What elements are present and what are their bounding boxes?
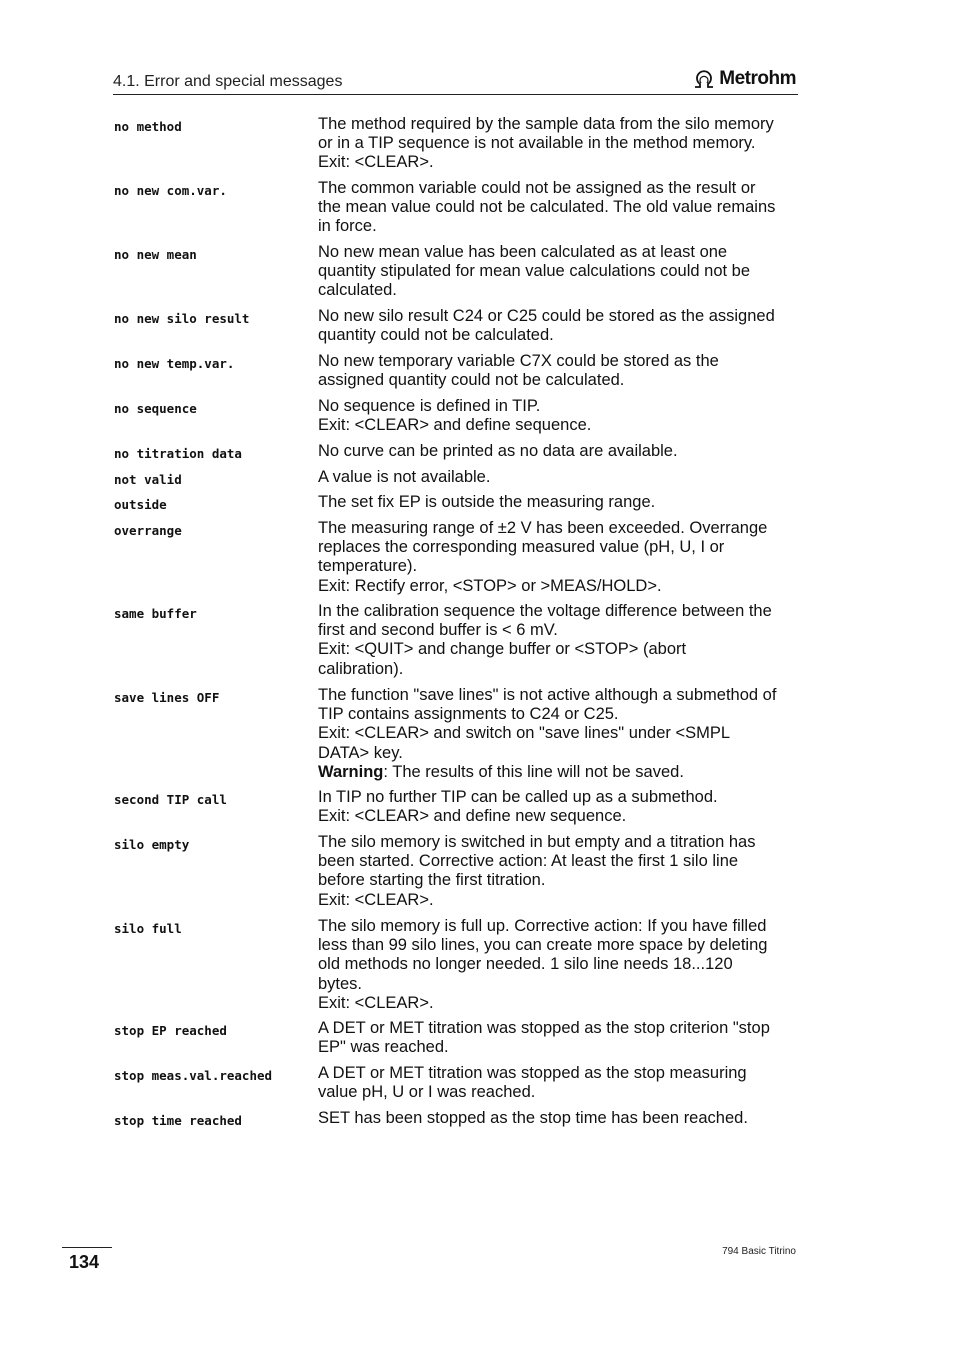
- description-line: calibration).: [318, 659, 404, 678]
- message-term: no titration data: [114, 446, 242, 461]
- section-title: 4.1. Error and special messages: [113, 73, 343, 90]
- description-line: In the calibration sequence the voltage difference between the: [318, 602, 772, 620]
- description-line: The set fix EP is outside the measuring range.: [318, 493, 656, 511]
- message-term: silo full: [114, 921, 182, 936]
- description-line: quantity stipulated for mean value calculations could not be: [318, 262, 751, 281]
- message-term: overrange: [114, 523, 182, 538]
- description-line: Exit: Rectify error, <STOP> or >MEAS/HOLD>.: [318, 576, 662, 595]
- message-term: same buffer: [114, 606, 197, 621]
- description-line: or in a TIP sequence is not available in the method memory.: [318, 134, 756, 153]
- message-list: [113, 0, 798, 1200]
- message-term: stop meas.val.reached: [114, 1068, 273, 1083]
- description-line: No new mean value has been calculated as at least one: [318, 243, 728, 261]
- description-line: The silo memory is switched in but empty and a titration has: [318, 833, 756, 851]
- message-description: [318, 519, 798, 596]
- message-description: [318, 307, 798, 345]
- description-line: Exit: <CLEAR>.: [318, 890, 434, 909]
- description-line: the mean value could not be calculated. The old value remains: [318, 198, 776, 217]
- message-term: no new temp.var.: [114, 356, 235, 371]
- description-line: Exit: <CLEAR>.: [318, 153, 434, 172]
- description-line: The common variable could not be assigned as the result or: [318, 179, 756, 197]
- footer-product: 794 Basic Titrino: [722, 1246, 796, 1257]
- message-description: [318, 442, 798, 461]
- description-line: A DET or MET titration was stopped as the stop criterion "stop: [318, 1019, 770, 1037]
- footer-rule: [62, 1247, 112, 1248]
- description-line: quantity could not be calculated.: [318, 326, 554, 345]
- description-line: DATA> key.: [318, 743, 403, 762]
- description-line: Exit: <CLEAR> and switch on "save lines" under <SMPL: [318, 724, 731, 743]
- message-description: [318, 833, 798, 910]
- brand-name: Metrohm: [719, 68, 796, 89]
- description-line: In TIP no further TIP can be called up as a submethod.: [318, 788, 718, 806]
- page-number: 134: [69, 1252, 100, 1272]
- description-line: calculated.: [318, 281, 397, 300]
- message-term: no method: [114, 119, 182, 134]
- message-description: [318, 686, 798, 782]
- description-line: bytes.: [318, 974, 363, 993]
- warning-text: : The results of this line will not be saved.: [383, 762, 684, 781]
- warning-label: Warning: [318, 762, 384, 781]
- description-line: in force.: [318, 217, 377, 236]
- description-line: No curve can be printed as no data are available.: [318, 442, 678, 460]
- message-term: stop time reached: [114, 1113, 242, 1128]
- message-description: [318, 115, 798, 173]
- description-line: The silo memory is full up. Corrective action: If you have filled: [318, 917, 767, 935]
- description-line: No new silo result C24 or C25 could be stored as the assigned: [318, 307, 775, 325]
- message-description: [318, 602, 798, 679]
- message-term: second TIP call: [114, 792, 227, 807]
- message-term: no new silo result: [114, 311, 250, 326]
- description-line: The measuring range of ±2 V has been exceeded. Overrange: [318, 519, 768, 537]
- description-line: less than 99 silo lines, you can create more space by deleting: [318, 936, 768, 955]
- warning-line: [318, 763, 798, 782]
- message-term: outside: [114, 497, 167, 512]
- description-line: A DET or MET titration was stopped as the stop measuring: [318, 1064, 747, 1082]
- message-term: save lines OFF: [114, 690, 220, 705]
- message-term: not valid: [114, 472, 182, 487]
- description-line: The method required by the sample data from the silo memory: [318, 115, 774, 133]
- message-term: stop EP reached: [114, 1023, 227, 1038]
- description-line: EP" was reached.: [318, 1038, 449, 1057]
- description-line: Exit: <CLEAR>.: [318, 993, 434, 1012]
- description-line: value pH, U or I was reached.: [318, 1083, 536, 1102]
- message-description: [318, 1019, 798, 1057]
- description-line: temperature).: [318, 557, 418, 576]
- message-description: [318, 352, 798, 390]
- description-line: first and second buffer is < 6 mV.: [318, 621, 558, 640]
- message-description: [318, 493, 798, 512]
- description-line: replaces the corresponding measured value (pH, U, I or: [318, 538, 725, 557]
- description-line: A value is not available.: [318, 468, 491, 486]
- description-line: TIP contains assignments to C24 or C25.: [318, 705, 619, 724]
- description-line: Exit: <CLEAR> and define sequence.: [318, 416, 592, 435]
- message-description: [318, 468, 798, 487]
- description-line: assigned quantity could not be calculated.: [318, 371, 625, 390]
- description-line: before starting the first titration.: [318, 871, 546, 890]
- message-term: no new mean: [114, 247, 197, 262]
- message-description: [318, 788, 798, 826]
- description-line: No sequence is defined in TIP.: [318, 397, 541, 415]
- message-description: [318, 1064, 798, 1102]
- message-description: [318, 397, 798, 435]
- description-line: The function "save lines" is not active although a submethod of: [318, 686, 777, 704]
- message-term: no new com.var.: [114, 183, 227, 198]
- description-line: old methods no longer needed. 1 silo line needs 18...120: [318, 955, 733, 974]
- message-term: no sequence: [114, 401, 197, 416]
- description-line: SET has been stopped as the stop time has been reached.: [318, 1109, 748, 1127]
- message-description: [318, 179, 798, 237]
- message-term: silo empty: [114, 837, 190, 852]
- description-line: Exit: <CLEAR> and define new sequence.: [318, 807, 627, 826]
- description-line: Exit: <QUIT> and change buffer or <STOP> (abort: [318, 640, 687, 659]
- message-description: [318, 243, 798, 301]
- description-line: been started. Corrective action: At least the first 1 silo line: [318, 852, 739, 871]
- message-description: [318, 917, 798, 1013]
- description-line: No new temporary variable C7X could be stored as the: [318, 352, 719, 370]
- message-description: [318, 1109, 798, 1128]
